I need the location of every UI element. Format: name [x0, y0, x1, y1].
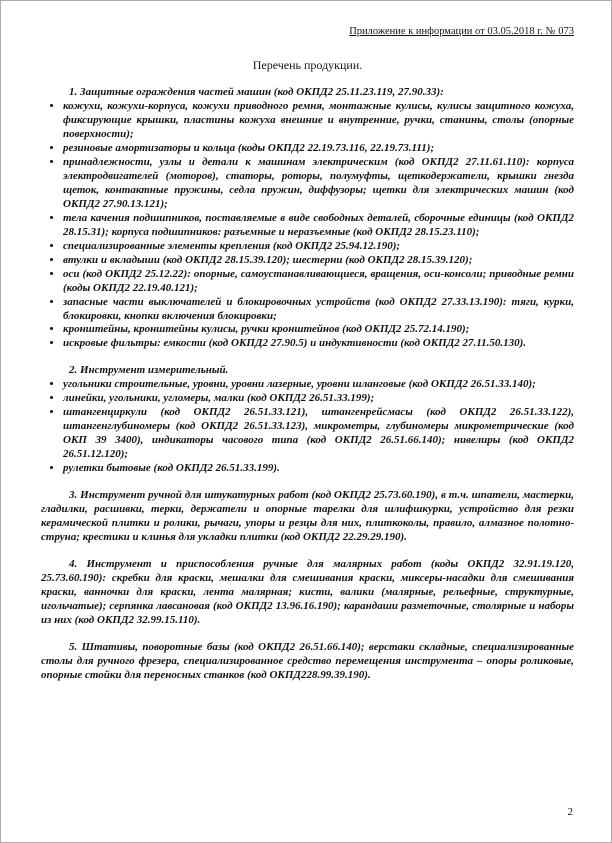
section-5	[41, 641, 574, 683]
section-4-paragraph: 4. Инструмент и приспособления ручные для малярных работ (коды ОКПД2 32.91.19.120, 25.73.60.190): скребки для краски, мешалки для смешивания краски, миксеры-насадки для смешивания краски, ванночки для краски, лента малярная; кисти, валики (малярные, рельефные, структурные, игольчатые); серпянка лавсановая (код ОКПД2 13.96.16.190); карандаши разметочные, столярные и наборы из них (код ОКПД2 32.99.15.110).	[41, 558, 574, 626]
list-item: • кронштейны, кронштейны кулисы, ручки кронштейнов (код ОКПД2 25.72.14.190);	[63, 323, 574, 337]
section-4	[41, 558, 574, 628]
section-2-intro: 2. Инструмент измерительный.	[69, 364, 229, 377]
header-note: Приложение к информации от 03.05.2018 г. № 073	[349, 26, 574, 37]
list-item: • тела качения подшипников, поставляемые в виде свободных деталей, сборочные единицы (код ОКПД2 28.15.31); корпуса подшипников: разъемные и неразъемные (код ОКПД2 28.15.23.110);	[63, 212, 574, 240]
list-item: • искровые фильтры: емкости (код ОКПД2 27.90.5) и индуктивности (код ОКПД2 27.11.50.130).	[63, 337, 574, 351]
document-content	[1, 1, 611, 683]
list-item: • кожухи, кожухи-корпуса, кожухи приводного ремня, монтажные кулисы, кулисы защитного кожуха, фиксирующие крышки, пластины кожуха внешние и внутренние, ручки, станины, столы (опорные поверхности);	[63, 100, 574, 142]
list-item: • рулетки бытовые (код ОКПД2 26.51.33.199).	[63, 462, 574, 476]
page-number: 2	[567, 806, 573, 818]
list-item: • линейки, угольники, угломеры, малки (код ОКПД2 26.51.33.199);	[63, 392, 574, 406]
section-2-bullet-list	[41, 378, 574, 476]
list-item: • втулки и вкладыши (код ОКПД2 28.15.39.120); шестерни (код ОКПД2 28.15.39.120);	[63, 254, 574, 268]
section-3	[41, 489, 574, 545]
list-item: • резиновые амортизаторы и кольца (коды ОКПД2 22.19.73.116, 22.19.73.111);	[63, 142, 574, 156]
list-item: • угольники строительные, уровни, уровни лазерные, уровни шланговые (код ОКПД2 26.51.33.140);	[63, 378, 574, 392]
list-item: • оси (код ОКПД2 25.12.22): опорные, самоустанавливающиеся, вращения, оси-консоли; приводные ремни (коды ОКПД2 22.19.40.121);	[63, 268, 574, 296]
list-item: • запасные части выключателей и блокировочных устройств (код ОКПД2 27.33.13.190): тяги, курки, блокировки, кнопки включения блокировки;	[63, 296, 574, 324]
section-2	[41, 364, 574, 476]
list-item: • специализированные элементы крепления (код ОКПД2 25.94.12.190);	[63, 240, 574, 254]
page-title: Перечень продукции.	[252, 58, 363, 72]
section-5-paragraph: 5. Штативы, поворотные базы (код ОКПД2 26.51.66.140); верстаки складные, специализированные столы для ручного фрезера, специализированное средство перемещения инструмента – опоры роликовые, опорные стойки для переносных станков (код ОКПД228.99.39.190).	[41, 640, 574, 681]
list-item: • принадлежности, узлы и детали к машинам электрическим (код ОКПД2 27.11.61.110): корпуса электродвигателей (моторов), статоры, роторы, полумуфты, щеткодержатели, крышки гнезда щеток, контактные пружины, седла пружин, диффузоры; щетки для электрических машин (код ОКПД2 27.90.13.121);	[63, 156, 574, 212]
section-1-intro: 1. Защитные ограждения частей машин (код ОКПД2 25.11.23.119, 27.90.33):	[69, 86, 444, 98]
section-3-paragraph: 3. Инструмент ручной для штукатурных работ (код ОКПД2 25.73.60.190), в т.ч. шпатели, мастерки, гладилки, расшивки, терки, держатели и опорные тарелки для шлифшкурки, устройство для резки керамической плитки и ролики, рычаги, упоры и резцы для них, плиткоколы, правило, алмазное полотно-струна; крестики и клинья для укладки плитки (код ОКПД2 22.29.29.190).	[41, 489, 574, 544]
list-item: • штангенциркули (код ОКПД2 26.51.33.121), штангенрейсмасы (код ОКПД2 26.51.33.122), штангенглубиномеры (код ОКПД2 26.51.33.123), микрометры, глубиномеры микрометрические (код ОКП 39 3400), индикаторы часового типа (код ОКПД2 26.51.66.140); нивелиры (код ОКПД2 26.51.12.120);	[63, 406, 574, 462]
section-1-bullet-list	[41, 100, 574, 351]
section-1	[41, 86, 574, 351]
